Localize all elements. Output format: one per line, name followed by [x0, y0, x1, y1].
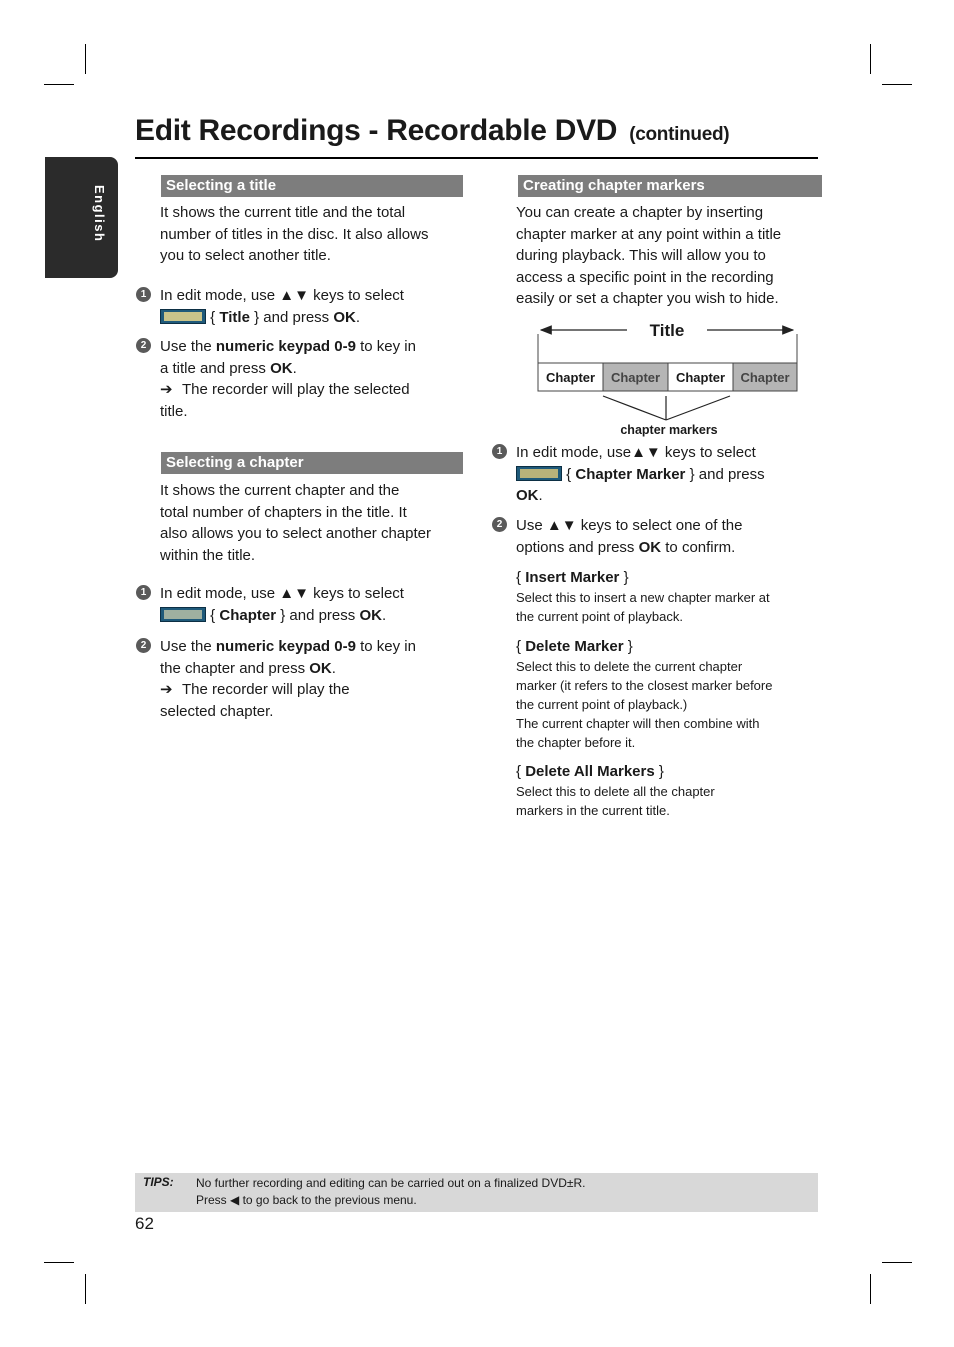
chapter-markers-diagram: [535, 318, 805, 440]
tips-line: No further recording and editing can be carried out on a finalized DVD±R.: [196, 1176, 586, 1190]
chapter-cell-label: Chapter: [675, 370, 726, 385]
marker-pointer-line: [666, 396, 730, 420]
selecting-chapter-intro: It shows the current chapter and the total number of chapters in the title. It also allows you to select another chapter within the title.: [160, 482, 431, 564]
page-title: Edit Recordings - Recordable DVD (continued): [135, 114, 730, 147]
section-heading-selecting-chapter: Selecting a chapter: [161, 452, 463, 474]
marker-pointer-line: [603, 396, 666, 420]
result-arrow-icon: ➔: [160, 681, 173, 698]
diagram-caption: chapter markers: [620, 423, 718, 437]
option-delete-marker: { Delete Marker } Select this to delete the current chapter marker (it refers to the closest marker before the current point of playback.) The current chapter will then combine with the chapter before it.: [516, 638, 773, 750]
chapter-menu-icon: [160, 607, 206, 622]
step-number: 2: [492, 517, 507, 532]
tips-line: Press ◀ to go back to the previous menu.: [196, 1193, 417, 1207]
crop-mark: [44, 1262, 74, 1263]
crop-mark: [882, 1262, 912, 1263]
tips-bar: [135, 1173, 818, 1212]
step-number: 2: [136, 638, 151, 653]
option-delete-all-markers: { Delete All Markers } Select this to delete all the chapter markers in the current title.: [516, 763, 715, 818]
step-number: 1: [136, 287, 151, 302]
section-heading-chapter-markers: Creating chapter markers: [518, 175, 822, 197]
option-insert-marker: { Insert Marker } Select this to insert a new chapter marker at the current point of playback.: [516, 569, 770, 624]
crop-mark: [870, 1274, 871, 1304]
selecting-title-intro: It shows the current title and the total number of titles in the disc. It also allows you to select another title.: [160, 204, 429, 264]
tips-label: TIPS:: [143, 1175, 174, 1189]
chapter-cell-label: Chapter: [740, 370, 790, 385]
diagram-title-label: Title: [649, 321, 685, 340]
crop-mark: [44, 84, 74, 85]
step-number: 2: [136, 338, 151, 353]
step-number: 1: [492, 444, 507, 459]
continued-label: (continued): [629, 124, 730, 145]
result-arrow-icon: ➔: [160, 381, 173, 398]
chapter-markers-intro: You can create a chapter by inserting chapter marker at any point within a title during playback. This will allow you to access a specific point in the recording easily or set a chapter you wish to hide.: [516, 204, 782, 307]
title-menu-icon: [160, 309, 206, 324]
language-tab: English: [45, 157, 118, 278]
chapter-marker-menu-icon: [516, 466, 562, 481]
crop-mark: [85, 44, 86, 74]
crop-mark: [85, 1274, 86, 1304]
crop-mark: [882, 84, 912, 85]
chapter-cell-label: Chapter: [610, 370, 661, 385]
title-rule: [135, 157, 818, 159]
crop-mark: [870, 44, 871, 74]
chapter-cell-label: Chapter: [545, 370, 596, 385]
step-number: 1: [136, 585, 151, 600]
section-heading-selecting-title: Selecting a title: [161, 175, 463, 197]
page-number: 62: [135, 1214, 154, 1233]
